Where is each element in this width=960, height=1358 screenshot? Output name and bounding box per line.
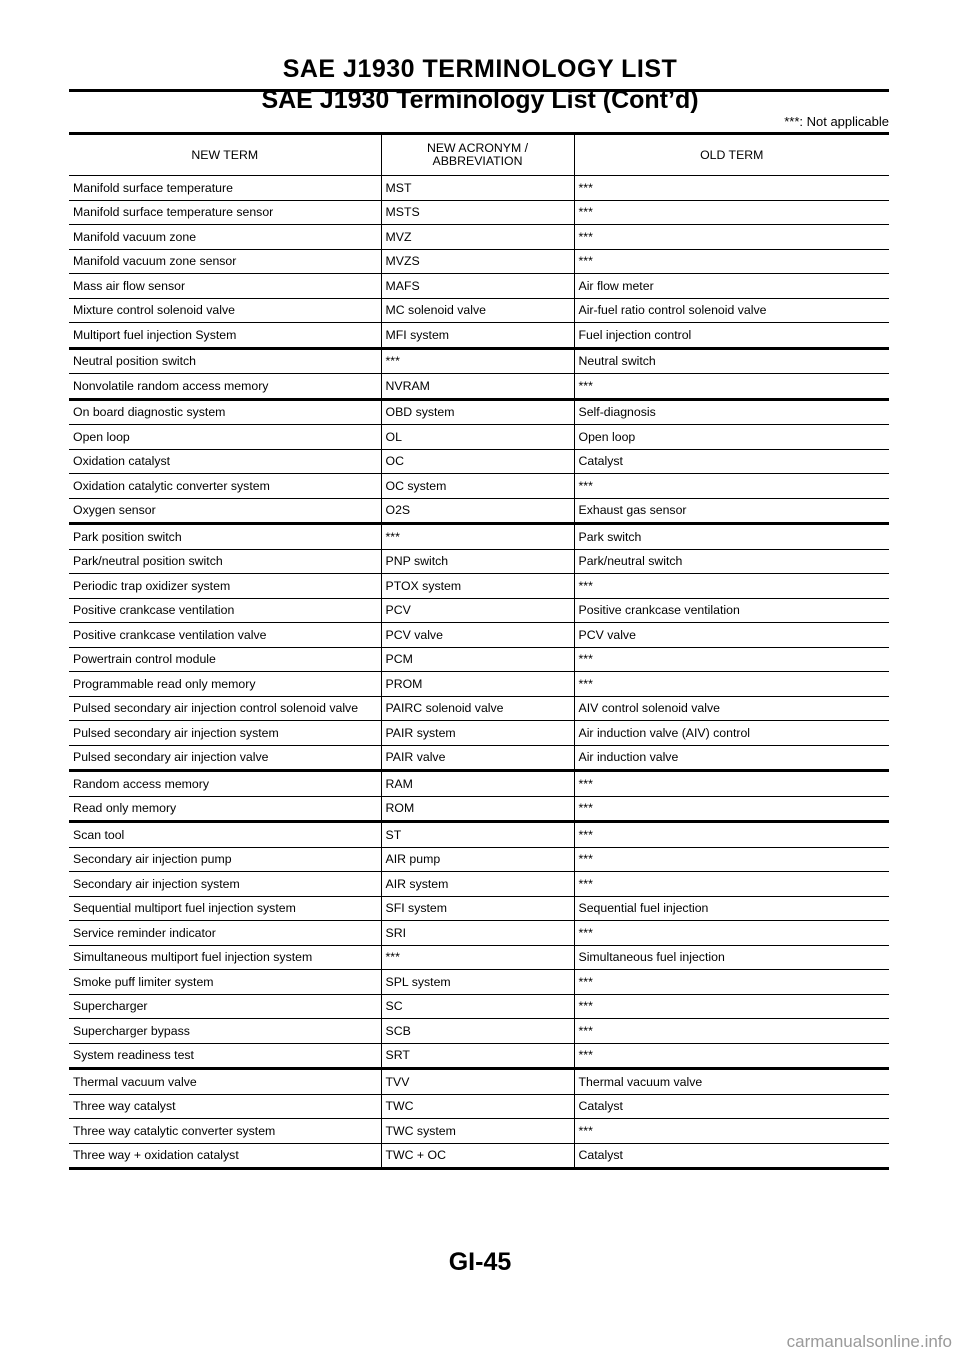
new-term-cell: Manifold vacuum zone <box>69 225 381 250</box>
old-term-cell: AIV control solenoid valve <box>574 696 889 721</box>
new-term-cell: Manifold vacuum zone sensor <box>69 249 381 274</box>
acronym-cell: SPL system <box>381 970 574 995</box>
old-term-cell: Catalyst <box>574 1094 889 1119</box>
table-row <box>69 796 889 822</box>
new-term-cell: Read only memory <box>69 796 381 822</box>
new-term-cell: Nonvolatile random access memory <box>69 374 381 400</box>
acronym-cell: MAFS <box>381 274 574 299</box>
acronym-cell: PAIR system <box>381 721 574 746</box>
acronym-cell: SRT <box>381 1043 574 1069</box>
new-term-cell: Positive crankcase ventilation <box>69 598 381 623</box>
acronym-cell: SCB <box>381 1019 574 1044</box>
table-row <box>69 994 889 1019</box>
old-term-cell: *** <box>574 847 889 872</box>
acronym-cell: AIR pump <box>381 847 574 872</box>
acronym-cell: PCM <box>381 647 574 672</box>
new-term-cell: Oxidation catalytic converter system <box>69 474 381 499</box>
table-row <box>69 896 889 921</box>
acronym-cell: MSTS <box>381 200 574 225</box>
acronym-cell: MVZS <box>381 249 574 274</box>
section-title: SAE J1930 TERMINOLOGY LIST <box>282 55 678 83</box>
acronym-cell: OL <box>381 425 574 450</box>
old-term-cell: PCV valve <box>574 623 889 648</box>
acronym-cell: SC <box>381 994 574 1019</box>
new-term-cell: Pulsed secondary air injection control solenoid valve <box>69 696 381 721</box>
old-term-cell: *** <box>574 225 889 250</box>
table-row <box>69 721 889 746</box>
acronym-cell: TVV <box>381 1069 574 1095</box>
old-term-cell: *** <box>574 474 889 499</box>
acronym-cell: OC <box>381 449 574 474</box>
new-term-cell: Manifold surface temperature sensor <box>69 200 381 225</box>
new-term-cell: Mass air flow sensor <box>69 274 381 299</box>
old-term-cell: *** <box>574 647 889 672</box>
table-header-row <box>69 134 889 176</box>
acronym-cell: PROM <box>381 672 574 697</box>
acronym-cell: ROM <box>381 796 574 822</box>
new-term-cell: Oxidation catalyst <box>69 449 381 474</box>
new-term-cell: Three way catalytic converter system <box>69 1119 381 1144</box>
old-term-cell: *** <box>574 921 889 946</box>
acronym-cell: OBD system <box>381 399 574 425</box>
table-row <box>69 374 889 400</box>
old-term-cell: Positive crankcase ventilation <box>574 598 889 623</box>
new-term-cell: Pulsed secondary air injection system <box>69 721 381 746</box>
old-term-cell: Park/neutral switch <box>574 549 889 574</box>
table-row <box>69 549 889 574</box>
table-row <box>69 1143 889 1169</box>
table-body <box>69 176 889 1169</box>
acronym-cell: O2S <box>381 498 574 524</box>
old-term-cell: *** <box>574 200 889 225</box>
acronym-cell: ST <box>381 822 574 848</box>
new-term-cell: Smoke puff limiter system <box>69 970 381 995</box>
acronym-cell: PTOX system <box>381 574 574 599</box>
table-row <box>69 298 889 323</box>
acronym-cell: MST <box>381 176 574 201</box>
old-term-cell: *** <box>574 1019 889 1044</box>
old-term-cell: *** <box>574 796 889 822</box>
old-term-cell: Simultaneous fuel injection <box>574 945 889 970</box>
table-row <box>69 1069 889 1095</box>
new-term-cell: Neutral position switch <box>69 348 381 374</box>
old-term-cell: *** <box>574 771 889 797</box>
new-term-cell: Thermal vacuum valve <box>69 1069 381 1095</box>
old-term-cell: *** <box>574 994 889 1019</box>
column-header-new-acronym-label: NEW ACRONYM / ABBREVIATION <box>426 141 529 168</box>
new-term-cell: Positive crankcase ventilation valve <box>69 623 381 648</box>
acronym-cell: RAM <box>381 771 574 797</box>
column-header-new-acronym <box>381 134 574 176</box>
acronym-cell: PCV valve <box>381 623 574 648</box>
table-row <box>69 771 889 797</box>
new-term-cell: Manifold surface temperature <box>69 176 381 201</box>
acronym-cell: TWC <box>381 1094 574 1119</box>
column-header-new-term: NEW TERM <box>69 134 381 176</box>
old-term-cell: *** <box>574 1043 889 1069</box>
old-term-cell: Catalyst <box>574 1143 889 1169</box>
table-row <box>69 225 889 250</box>
acronym-cell: *** <box>381 945 574 970</box>
table-row <box>69 1119 889 1144</box>
acronym-cell: TWC system <box>381 1119 574 1144</box>
acronym-cell: PAIRC solenoid valve <box>381 696 574 721</box>
table-row <box>69 1019 889 1044</box>
new-term-cell: Park position switch <box>69 524 381 550</box>
table-row <box>69 323 889 349</box>
acronym-cell: SRI <box>381 921 574 946</box>
page-number: GI-45 <box>448 1248 512 1276</box>
new-term-cell: Mixture control solenoid valve <box>69 298 381 323</box>
new-term-cell: Multiport fuel injection System <box>69 323 381 349</box>
acronym-cell: PAIR valve <box>381 745 574 771</box>
new-term-cell: Secondary air injection pump <box>69 847 381 872</box>
acronym-cell: MVZ <box>381 225 574 250</box>
old-term-cell: Park switch <box>574 524 889 550</box>
acronym-cell: OC system <box>381 474 574 499</box>
table-row <box>69 1043 889 1069</box>
table-row <box>69 847 889 872</box>
old-term-cell: Air-fuel ratio control solenoid valve <box>574 298 889 323</box>
new-term-cell: System readiness test <box>69 1043 381 1069</box>
old-term-cell: *** <box>574 249 889 274</box>
new-term-cell: On board diagnostic system <box>69 399 381 425</box>
acronym-cell: *** <box>381 348 574 374</box>
new-term-cell: Random access memory <box>69 771 381 797</box>
table-row <box>69 745 889 771</box>
old-term-cell: Air flow meter <box>574 274 889 299</box>
old-term-cell: Air induction valve <box>574 745 889 771</box>
old-term-cell: Catalyst <box>574 449 889 474</box>
new-term-cell: Service reminder indicator <box>69 921 381 946</box>
new-term-cell: Three way + oxidation catalyst <box>69 1143 381 1169</box>
acronym-cell: NVRAM <box>381 374 574 400</box>
old-term-cell: Sequential fuel injection <box>574 896 889 921</box>
new-term-cell: Scan tool <box>69 822 381 848</box>
table-row <box>69 249 889 274</box>
new-term-cell: Secondary air injection system <box>69 872 381 897</box>
acronym-cell: *** <box>381 524 574 550</box>
table-row <box>69 822 889 848</box>
new-term-cell: Supercharger bypass <box>69 1019 381 1044</box>
new-term-cell: Three way catalyst <box>69 1094 381 1119</box>
table-row <box>69 176 889 201</box>
table-row <box>69 1094 889 1119</box>
new-term-cell: Open loop <box>69 425 381 450</box>
old-term-cell: *** <box>574 1119 889 1144</box>
acronym-cell: MC solenoid valve <box>381 298 574 323</box>
table-row <box>69 945 889 970</box>
table-row <box>69 274 889 299</box>
not-applicable-note: ***: Not applicable <box>784 114 889 129</box>
acronym-cell: TWC + OC <box>381 1143 574 1169</box>
old-term-cell: Exhaust gas sensor <box>574 498 889 524</box>
column-header-old-term: OLD TERM <box>574 134 889 176</box>
terminology-table <box>69 132 889 1170</box>
table-row <box>69 524 889 550</box>
old-term-cell: *** <box>574 176 889 201</box>
table-row <box>69 696 889 721</box>
table-row <box>69 623 889 648</box>
table-row <box>69 921 889 946</box>
acronym-cell: MFI system <box>381 323 574 349</box>
table-row <box>69 672 889 697</box>
table-row <box>69 647 889 672</box>
acronym-cell: PNP switch <box>381 549 574 574</box>
old-term-cell: *** <box>574 574 889 599</box>
table-row <box>69 872 889 897</box>
new-term-cell: Park/neutral position switch <box>69 549 381 574</box>
old-term-cell: *** <box>574 374 889 400</box>
old-term-cell: *** <box>574 970 889 995</box>
old-term-cell: Thermal vacuum valve <box>574 1069 889 1095</box>
new-term-cell: Simultaneous multiport fuel injection system <box>69 945 381 970</box>
new-term-cell: Powertrain control module <box>69 647 381 672</box>
table-row <box>69 598 889 623</box>
table-row <box>69 474 889 499</box>
acronym-cell: PCV <box>381 598 574 623</box>
table-row <box>69 425 889 450</box>
old-term-cell: *** <box>574 672 889 697</box>
acronym-cell: SFI system <box>381 896 574 921</box>
old-term-cell: Open loop <box>574 425 889 450</box>
table-row <box>69 200 889 225</box>
old-term-cell: *** <box>574 872 889 897</box>
old-term-cell: *** <box>574 822 889 848</box>
new-term-cell: Oxygen sensor <box>69 498 381 524</box>
old-term-cell: Fuel injection control <box>574 323 889 349</box>
new-term-cell: Sequential multiport fuel injection system <box>69 896 381 921</box>
watermark: carmanualsonline.info <box>786 1332 952 1351</box>
table-row <box>69 970 889 995</box>
table-row <box>69 399 889 425</box>
old-term-cell: Neutral switch <box>574 348 889 374</box>
new-term-cell: Pulsed secondary air injection valve <box>69 745 381 771</box>
page-title: SAE J1930 Terminology List (Cont’d) <box>261 86 699 114</box>
old-term-cell: Air induction valve (AIV) control <box>574 721 889 746</box>
table-row <box>69 498 889 524</box>
old-term-cell: Self-diagnosis <box>574 399 889 425</box>
table-row <box>69 348 889 374</box>
new-term-cell: Periodic trap oxidizer system <box>69 574 381 599</box>
table-row <box>69 449 889 474</box>
acronym-cell: AIR system <box>381 872 574 897</box>
new-term-cell: Supercharger <box>69 994 381 1019</box>
table-row <box>69 574 889 599</box>
new-term-cell: Programmable read only memory <box>69 672 381 697</box>
